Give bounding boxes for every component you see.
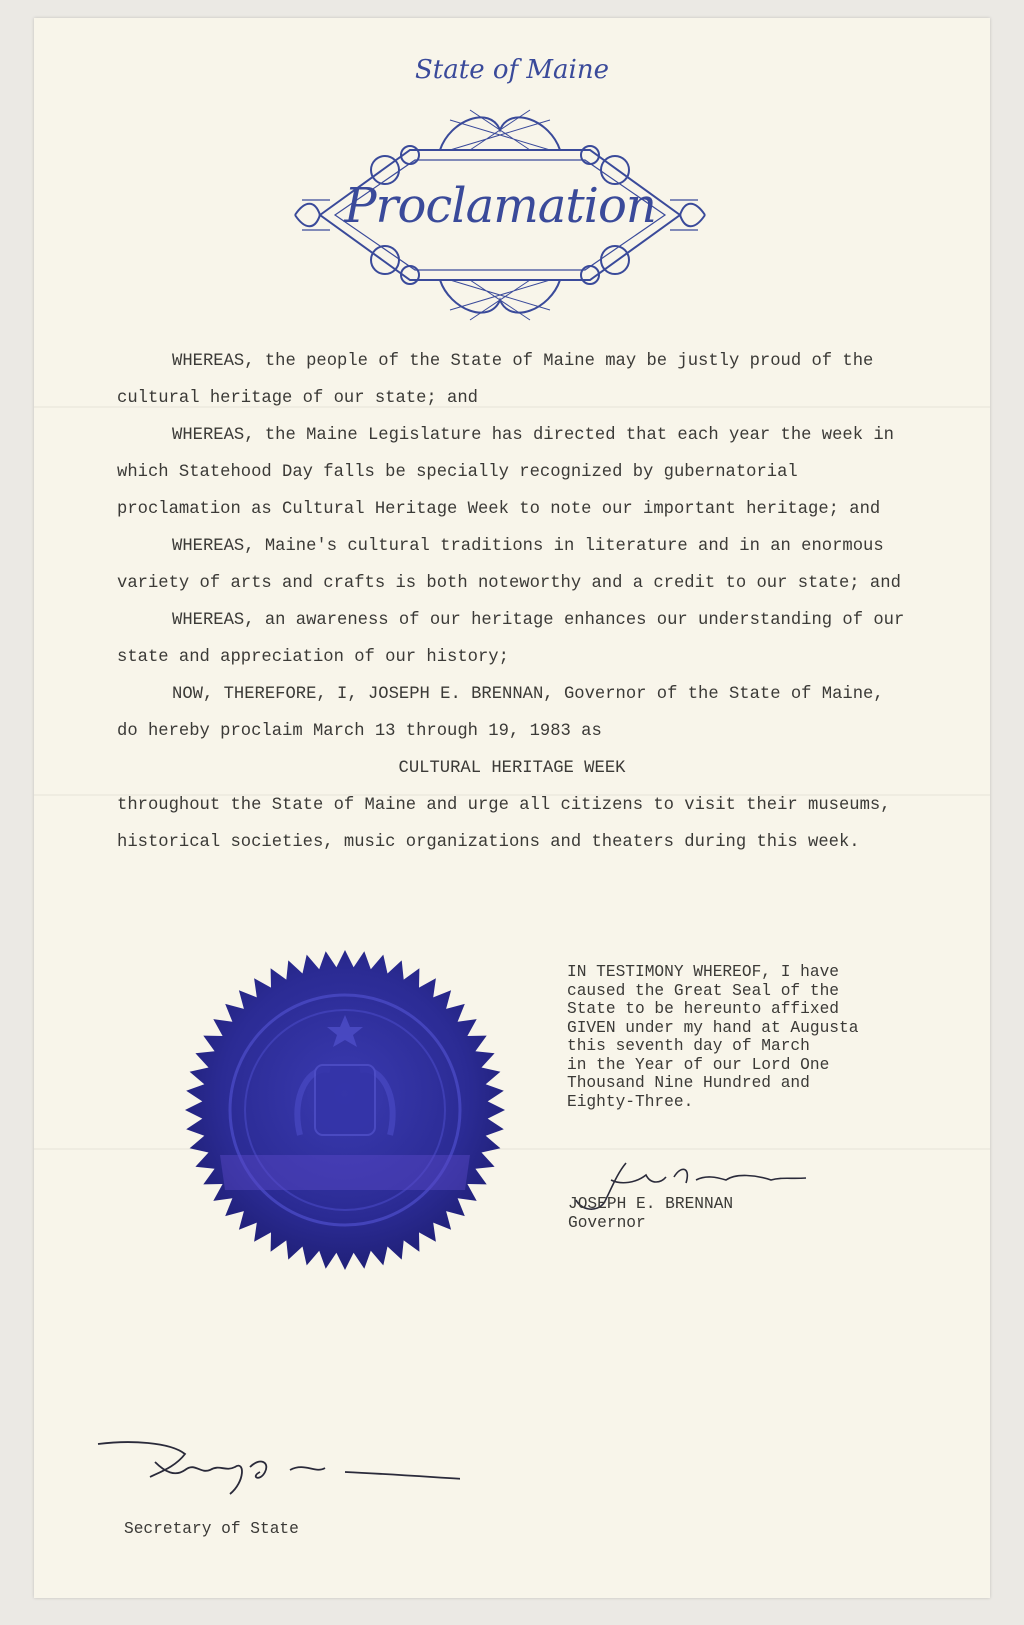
whereas-paragraph: WHEREAS, Maine's cultural traditions in literature and in an enormous variety of arts and crafts is both noteworthy and a credit to our state; and [117,537,901,593]
whereas-paragraph: WHEREAS, an awareness of our heritage enhances our understanding of our state and appreciation of our history; [117,611,905,667]
governor-title: Governor [568,1213,646,1232]
testimony-line: IN TESTIMONY WHEREOF, I have [567,963,839,981]
testimony-block [567,963,927,1111]
testimony-line: Thousand Nine Hundred and [567,1074,810,1092]
testimony-line: in the Year of our Lord One [567,1055,830,1074]
closing-paragraph: throughout the State of Maine and urge all citizens to visit their museums, historical societies, music organizations and theaters during this week. [117,796,891,852]
proclamation-body [117,343,907,861]
governor-block [568,1195,733,1232]
week-heading: CULTURAL HERITAGE WEEK [398,759,626,778]
great-seal-of-maine [180,945,510,1275]
whereas-paragraph: WHEREAS, the Maine Legislature has directed that each year the week in which Statehood Day falls be specially recognized by gubernatorial proclamation as Cultural Heritage Week to note our important heritage; and [117,426,894,519]
therefore-paragraph: NOW, THEREFORE, I, JOSEPH E. BRENNAN, Governor of the State of Maine, do hereby proclaim March 13 through 19, 1983 as [117,685,884,741]
testimony-line: caused the Great Seal of the [567,981,839,1000]
secretary-signature [60,1432,460,1512]
secretary-of-state-title: Secretary of State [124,1520,299,1538]
testimony-line: this seventh day of March [567,1037,810,1055]
governor-name: JOSEPH E. BRENNAN [568,1195,734,1213]
whereas-paragraph: WHEREAS, the people of the State of Maine may be justly proud of the cultural heritage of our state; and [117,352,874,408]
testimony-line: GIVEN under my hand at Augusta [567,1018,859,1037]
testimony-line: Eighty-Three. [567,1092,694,1111]
proclamation-title: Proclamation [344,178,656,234]
state-of-maine-heading: State of Maine [415,55,609,85]
testimony-line: State to be hereunto affixed [567,1000,839,1018]
fold-line [34,1148,990,1150]
